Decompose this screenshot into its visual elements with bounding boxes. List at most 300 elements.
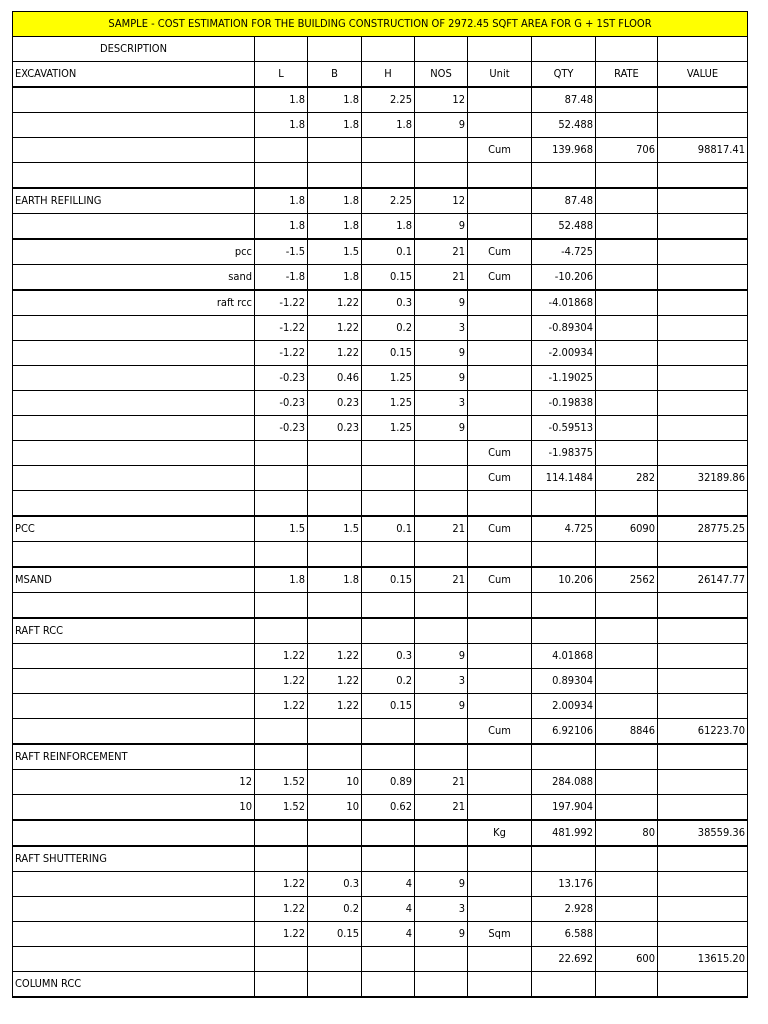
nos-cell: 3 — [415, 316, 468, 341]
rate-cell — [596, 214, 658, 240]
value-cell — [658, 441, 748, 466]
description-cell — [13, 719, 255, 745]
l-cell: 1.8 — [255, 113, 308, 138]
value-cell — [658, 669, 748, 694]
rate-cell — [596, 694, 658, 719]
h-cell: 1.25 — [362, 416, 415, 441]
b-cell — [308, 441, 362, 466]
b-cell: 1.8 — [308, 214, 362, 240]
nos-cell — [415, 542, 468, 568]
rate-cell — [596, 366, 658, 391]
b-cell: 1.22 — [308, 316, 362, 341]
value-cell — [658, 113, 748, 138]
h-cell: 0.62 — [362, 795, 415, 821]
rate-cell — [596, 416, 658, 441]
h-cell: 4 — [362, 872, 415, 897]
l-cell: 1.22 — [255, 669, 308, 694]
rate-cell — [596, 644, 658, 669]
rate-cell — [596, 922, 658, 947]
description-cell — [13, 922, 255, 947]
description-cell — [13, 644, 255, 669]
description-cell: sand — [13, 265, 255, 291]
description-cell — [13, 416, 255, 441]
l-cell: 1.8 — [255, 567, 308, 593]
table-row — [13, 466, 748, 491]
value-cell — [658, 846, 748, 872]
l-cell: 1.22 — [255, 694, 308, 719]
h-cell: 0.2 — [362, 669, 415, 694]
rate-cell — [596, 897, 658, 922]
table-row — [13, 770, 748, 795]
description-cell — [13, 214, 255, 240]
value-cell — [658, 922, 748, 947]
unit-cell — [468, 542, 532, 568]
description-cell — [13, 341, 255, 366]
value-cell — [658, 391, 748, 416]
qty-cell: 6.92106 — [532, 719, 596, 745]
qty-cell: -1.19025 — [532, 366, 596, 391]
unit-cell — [468, 87, 532, 113]
qty-cell: 52.488 — [532, 113, 596, 138]
value-cell — [658, 972, 748, 998]
estimation-sheet — [12, 11, 747, 998]
cost-estimation-table — [12, 11, 748, 998]
table-row — [13, 922, 748, 947]
rate-cell — [596, 542, 658, 568]
h-cell — [362, 593, 415, 619]
l-cell: -0.23 — [255, 366, 308, 391]
rate-cell — [596, 265, 658, 291]
unit-cell: Cum — [468, 719, 532, 745]
unit-cell: Cum — [468, 239, 532, 265]
value-cell — [658, 188, 748, 214]
unit-cell: Cum — [468, 516, 532, 542]
h-cell — [362, 491, 415, 517]
qty-cell: -0.59513 — [532, 416, 596, 441]
rate-cell: 80 — [596, 820, 658, 846]
unit-cell — [468, 770, 532, 795]
l-cell — [255, 491, 308, 517]
table-row — [13, 138, 748, 163]
b-cell — [308, 972, 362, 998]
b-cell: 10 — [308, 795, 362, 821]
table-row — [13, 820, 748, 846]
nos-cell — [415, 138, 468, 163]
l-cell: -0.23 — [255, 391, 308, 416]
h-cell — [362, 163, 415, 189]
qty-cell: 284.088 — [532, 770, 596, 795]
sheet-title: SAMPLE - COST ESTIMATION FOR THE BUILDING CONSTRUCTION OF 2972.45 SQFT AREA FOR G + 1ST FLOOR — [13, 12, 748, 37]
table-row — [13, 644, 748, 669]
unit-cell — [468, 391, 532, 416]
qty-cell — [532, 163, 596, 189]
unit-cell — [468, 416, 532, 441]
rate-cell — [596, 316, 658, 341]
l-cell — [255, 163, 308, 189]
unit-cell — [468, 644, 532, 669]
rate-cell — [596, 618, 658, 644]
table-row — [13, 669, 748, 694]
b-cell — [308, 820, 362, 846]
qty-cell: -4.725 — [532, 239, 596, 265]
nos-cell: 9 — [415, 214, 468, 240]
b-cell: 1.8 — [308, 567, 362, 593]
description-cell: PCC — [13, 516, 255, 542]
qty-cell — [532, 744, 596, 770]
table-row — [13, 972, 748, 998]
description-cell — [13, 593, 255, 619]
qty-cell: 2.928 — [532, 897, 596, 922]
rate-cell — [596, 391, 658, 416]
l-cell — [255, 744, 308, 770]
description-cell — [13, 441, 255, 466]
nos-cell — [415, 744, 468, 770]
l-cell: -1.8 — [255, 265, 308, 291]
table-row — [13, 719, 748, 745]
table-row — [13, 316, 748, 341]
description-cell — [13, 138, 255, 163]
description-cell — [13, 316, 255, 341]
b-cell — [308, 138, 362, 163]
unit-cell — [468, 316, 532, 341]
h-cell — [362, 719, 415, 745]
qty-cell: 13.176 — [532, 872, 596, 897]
qty-cell — [532, 846, 596, 872]
description-cell: COLUMN RCC — [13, 972, 255, 998]
qty-cell: -0.19838 — [532, 391, 596, 416]
b-cell — [308, 542, 362, 568]
unit-cell — [468, 744, 532, 770]
value-cell — [658, 897, 748, 922]
value-cell — [658, 341, 748, 366]
b-cell — [308, 466, 362, 491]
h-cell: 0.2 — [362, 316, 415, 341]
l-cell: 1.8 — [255, 87, 308, 113]
qty-cell: -0.89304 — [532, 316, 596, 341]
rate-cell — [596, 795, 658, 821]
nos-cell: 9 — [415, 290, 468, 316]
table-row — [13, 593, 748, 619]
rate-cell — [596, 239, 658, 265]
h-cell — [362, 744, 415, 770]
table-row — [13, 188, 748, 214]
h-cell: 0.15 — [362, 265, 415, 291]
b-cell — [308, 163, 362, 189]
unit-cell: Cum — [468, 466, 532, 491]
table-row — [13, 62, 748, 88]
description-cell: 10 — [13, 795, 255, 821]
b-cell: 0.2 — [308, 897, 362, 922]
h-cell: 4 — [362, 897, 415, 922]
description-cell: pcc — [13, 239, 255, 265]
unit-cell — [468, 113, 532, 138]
unit-cell — [468, 366, 532, 391]
value-cell — [658, 770, 748, 795]
l-cell: 1.22 — [255, 922, 308, 947]
qty-cell: 2.00934 — [532, 694, 596, 719]
nos-cell: 9 — [415, 113, 468, 138]
title-row — [13, 12, 748, 37]
table-row — [13, 795, 748, 821]
rate-cell — [596, 593, 658, 619]
l-cell — [255, 542, 308, 568]
l-cell — [255, 947, 308, 972]
value-cell — [658, 316, 748, 341]
l-cell: 1.8 — [255, 214, 308, 240]
b-cell: 1.8 — [308, 188, 362, 214]
h-cell: 0.15 — [362, 694, 415, 719]
nos-cell — [415, 163, 468, 189]
b-cell: 0.46 — [308, 366, 362, 391]
b-cell: 1.5 — [308, 516, 362, 542]
h-cell — [362, 972, 415, 998]
rate-cell — [596, 669, 658, 694]
l-cell: -1.22 — [255, 316, 308, 341]
b-cell: 1.22 — [308, 341, 362, 366]
value-cell: 32189.86 — [658, 466, 748, 491]
h-cell: 4 — [362, 922, 415, 947]
l-cell — [255, 719, 308, 745]
h-cell: 1.8 — [362, 113, 415, 138]
description-cell — [13, 466, 255, 491]
description-cell: EARTH REFILLING — [13, 188, 255, 214]
nos-cell — [415, 846, 468, 872]
value-cell — [658, 644, 748, 669]
b-cell: B — [308, 62, 362, 88]
rate-cell: 6090 — [596, 516, 658, 542]
nos-cell: NOS — [415, 62, 468, 88]
description-cell: RAFT RCC — [13, 618, 255, 644]
b-cell — [308, 846, 362, 872]
l-cell: 1.52 — [255, 795, 308, 821]
qty-cell — [532, 618, 596, 644]
nos-cell: 21 — [415, 770, 468, 795]
table-row — [13, 391, 748, 416]
value-cell — [658, 795, 748, 821]
unit-cell: Kg — [468, 820, 532, 846]
b-cell: 1.22 — [308, 290, 362, 316]
unit-cell — [468, 897, 532, 922]
description-cell: raft rcc — [13, 290, 255, 316]
b-cell: 0.15 — [308, 922, 362, 947]
value-cell — [658, 593, 748, 619]
description-header: DESCRIPTION — [13, 37, 255, 62]
b-cell — [308, 618, 362, 644]
unit-cell — [468, 972, 532, 998]
table-row — [13, 416, 748, 441]
unit-cell: Unit — [468, 62, 532, 88]
unit-cell: Cum — [468, 441, 532, 466]
nos-cell: 9 — [415, 366, 468, 391]
unit-cell: Cum — [468, 567, 532, 593]
rate-cell — [596, 87, 658, 113]
unit-cell — [468, 618, 532, 644]
unit-cell — [468, 795, 532, 821]
l-cell: -1.22 — [255, 341, 308, 366]
table-row — [13, 897, 748, 922]
value-cell — [658, 694, 748, 719]
table-row — [13, 542, 748, 568]
description-cell — [13, 897, 255, 922]
h-cell: 1.25 — [362, 391, 415, 416]
nos-cell: 3 — [415, 897, 468, 922]
table-row — [13, 113, 748, 138]
description-cell: RAFT REINFORCEMENT — [13, 744, 255, 770]
qty-cell — [532, 593, 596, 619]
nos-cell — [415, 618, 468, 644]
h-cell — [362, 466, 415, 491]
nos-cell: 9 — [415, 416, 468, 441]
table-row — [13, 214, 748, 240]
table-row — [13, 872, 748, 897]
l-cell: 1.22 — [255, 897, 308, 922]
rate-cell — [596, 846, 658, 872]
qty-cell: 10.206 — [532, 567, 596, 593]
unit-cell — [468, 163, 532, 189]
l-cell — [255, 441, 308, 466]
rate-cell: 282 — [596, 466, 658, 491]
rate-cell: 706 — [596, 138, 658, 163]
b-cell: 1.22 — [308, 694, 362, 719]
h-cell: 0.89 — [362, 770, 415, 795]
l-cell — [255, 618, 308, 644]
value-cell: 13615.20 — [658, 947, 748, 972]
h-cell: 1.8 — [362, 214, 415, 240]
unit-cell — [468, 290, 532, 316]
h-cell — [362, 441, 415, 466]
unit-cell — [468, 491, 532, 517]
h-cell — [362, 542, 415, 568]
rate-cell: RATE — [596, 62, 658, 88]
unit-cell: Cum — [468, 138, 532, 163]
qty-cell: 0.89304 — [532, 669, 596, 694]
description-cell — [13, 491, 255, 517]
table-row — [13, 341, 748, 366]
h-cell: 0.15 — [362, 567, 415, 593]
table-row — [13, 516, 748, 542]
table-row — [13, 846, 748, 872]
qty-cell: -2.00934 — [532, 341, 596, 366]
nos-cell — [415, 820, 468, 846]
b-cell — [308, 593, 362, 619]
l-cell: -1.22 — [255, 290, 308, 316]
b-cell — [308, 491, 362, 517]
table-row — [13, 290, 748, 316]
table-row — [13, 694, 748, 719]
description-cell — [13, 113, 255, 138]
qty-cell: 139.968 — [532, 138, 596, 163]
b-cell: 1.8 — [308, 265, 362, 291]
table-row — [13, 366, 748, 391]
rate-cell — [596, 770, 658, 795]
table-row — [13, 567, 748, 593]
rate-cell — [596, 113, 658, 138]
unit-cell — [468, 947, 532, 972]
nos-cell: 9 — [415, 644, 468, 669]
nos-cell — [415, 441, 468, 466]
h-cell — [362, 846, 415, 872]
value-cell: 26147.77 — [658, 567, 748, 593]
nos-cell: 9 — [415, 694, 468, 719]
nos-cell — [415, 491, 468, 517]
h-cell: H — [362, 62, 415, 88]
value-cell: VALUE — [658, 62, 748, 88]
value-cell — [658, 618, 748, 644]
qty-cell — [532, 972, 596, 998]
table-row — [13, 491, 748, 517]
value-cell — [658, 290, 748, 316]
qty-cell: -1.98375 — [532, 441, 596, 466]
l-cell — [255, 138, 308, 163]
table-row — [13, 947, 748, 972]
h-cell — [362, 947, 415, 972]
l-cell — [255, 820, 308, 846]
nos-cell: 12 — [415, 87, 468, 113]
value-cell: 28775.25 — [658, 516, 748, 542]
table-row — [13, 618, 748, 644]
nos-cell: 9 — [415, 922, 468, 947]
b-cell: 0.23 — [308, 416, 362, 441]
value-cell — [658, 491, 748, 517]
table-row — [13, 163, 748, 189]
unit-cell — [468, 846, 532, 872]
l-cell: -0.23 — [255, 416, 308, 441]
qty-cell: 114.1484 — [532, 466, 596, 491]
value-cell: 38559.36 — [658, 820, 748, 846]
nos-cell — [415, 719, 468, 745]
h-cell: 0.1 — [362, 239, 415, 265]
value-cell — [658, 239, 748, 265]
b-cell: 1.22 — [308, 669, 362, 694]
description-cell — [13, 391, 255, 416]
b-cell: 1.5 — [308, 239, 362, 265]
unit-cell: Cum — [468, 265, 532, 291]
l-cell — [255, 593, 308, 619]
h-cell: 0.3 — [362, 290, 415, 316]
h-cell: 2.25 — [362, 87, 415, 113]
l-cell: 1.5 — [255, 516, 308, 542]
value-cell: 61223.70 — [658, 719, 748, 745]
description-cell — [13, 820, 255, 846]
unit-cell: Sqm — [468, 922, 532, 947]
rate-cell — [596, 872, 658, 897]
table-row — [13, 87, 748, 113]
value-cell — [658, 744, 748, 770]
h-cell: 1.25 — [362, 366, 415, 391]
qty-cell: 6.588 — [532, 922, 596, 947]
l-cell — [255, 972, 308, 998]
nos-cell: 3 — [415, 391, 468, 416]
l-cell: 1.22 — [255, 644, 308, 669]
description-cell — [13, 694, 255, 719]
value-cell: 98817.41 — [658, 138, 748, 163]
qty-cell — [532, 491, 596, 517]
description-cell — [13, 872, 255, 897]
b-cell: 1.8 — [308, 113, 362, 138]
description-cell — [13, 163, 255, 189]
nos-cell: 21 — [415, 516, 468, 542]
rate-cell — [596, 290, 658, 316]
qty-cell: 87.48 — [532, 87, 596, 113]
qty-cell — [532, 542, 596, 568]
l-cell: 1.8 — [255, 188, 308, 214]
description-cell — [13, 87, 255, 113]
nos-cell: 21 — [415, 265, 468, 291]
b-cell — [308, 947, 362, 972]
nos-cell — [415, 466, 468, 491]
h-cell: 0.15 — [362, 341, 415, 366]
unit-cell — [468, 872, 532, 897]
